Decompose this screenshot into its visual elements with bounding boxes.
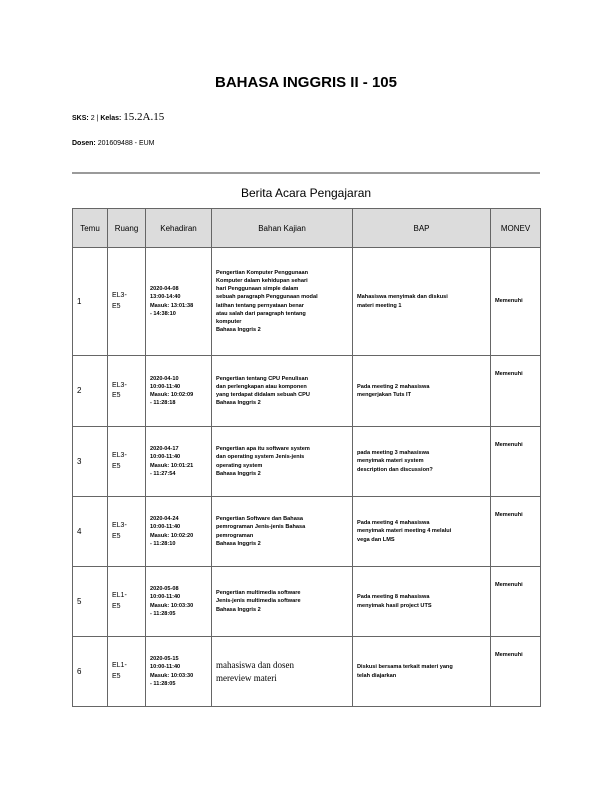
bap-cell: Diskusi bersama terkait materi yang telah diajarkan	[353, 637, 491, 707]
header-bap: BAP	[353, 209, 491, 248]
temu-cell: 6	[73, 637, 108, 707]
dosen-label: Dosen:	[72, 140, 96, 147]
course-title: BAHASA INGGRIS II - 105	[215, 74, 397, 91]
kehadiran-cell: 2020-04-24 10:00-11:40 Masuk: 10:02:20 - 11:28:10	[146, 497, 212, 567]
bap-cell: Pada meeting 8 mahasiswa menyimak hasil project UTS	[353, 567, 491, 637]
temu-cell: 1	[73, 248, 108, 356]
bahan-kajian-cell: Pengertian Software dan Bahasa pemrograman Jenis-jenis Bahasa pemrograman Bahasa Inggris 2	[212, 497, 353, 567]
table-row	[73, 637, 541, 707]
ruang-cell: EL1- E5	[108, 567, 146, 637]
sks-label: SKS:	[72, 115, 89, 122]
header-monev: MONEV	[491, 209, 541, 248]
divider	[72, 172, 540, 174]
header-temu: Temu	[73, 209, 108, 248]
bap-cell: Mahasiswa menyimak dan diskusi materi meeting 1	[353, 248, 491, 356]
kehadiran-cell: 2020-05-15 10:00-11:40 Masuk: 10:03:30 - 11:28:05	[146, 637, 212, 707]
kelas-label: Kelas:	[100, 115, 122, 122]
ruang-cell: EL3- E5	[108, 497, 146, 567]
section-title: Berita Acara Pengajaran	[240, 186, 372, 200]
temu-cell: 4	[73, 497, 108, 567]
bahan-kajian-cell: Pengertian tentang CPU Penulisan dan perlengkapan atau komponen yang terdapat didalam sebuah CPU Bahasa Inggris 2	[212, 356, 353, 427]
monev-cell: Memenuhi	[491, 637, 541, 707]
temu-cell: 2	[73, 356, 108, 427]
ruang-cell: EL3- E5	[108, 248, 146, 356]
bahan-kajian-cell: Pengertian Komputer Penggunaan Komputer dalam kehidupan sehari hari Penggunaan simple dalam sebuah paragraph Penggunaan modal latihan tentang pernyataan benar atau salah dari paragraph tentang komputer Bahasa Inggris 2	[212, 248, 353, 356]
temu-cell: 5	[73, 567, 108, 637]
header-bahan-kajian: Bahan Kajian	[212, 209, 353, 248]
header-kehadiran: Kehadiran	[146, 209, 212, 248]
kelas-value: 15.2A.15	[123, 111, 165, 123]
bap-cell: pada meeting 3 mahasiswa menyimak materi system description dan discussion?	[353, 427, 491, 497]
header-ruang: Ruang	[108, 209, 146, 248]
ruang-cell: EL1- E5	[108, 637, 146, 707]
kehadiran-cell: 2020-04-10 10:00-11:40 Masuk: 10:02:09 - 11:28:18	[146, 356, 212, 427]
bahan-kajian-cell: mahasiswa dan dosen mereview materi	[212, 637, 353, 707]
table-row	[73, 356, 541, 427]
teaching-record-table	[72, 208, 541, 707]
temu-cell: 3	[73, 427, 108, 497]
ruang-cell: EL3- E5	[108, 427, 146, 497]
bap-cell: Pada meeting 2 mahasiswa mengerjakan Tuts IT	[353, 356, 491, 427]
kehadiran-cell: 2020-04-08 13:00-14:40 Masuk: 13:01:38 - 14:38:10	[146, 248, 212, 356]
table-row	[73, 497, 541, 567]
bahan-kajian-cell: Pengertian apa itu software system dan operating system Jenis-jenis operating system Bahasa Inggris 2	[212, 427, 353, 497]
kehadiran-cell: 2020-04-17 10:00-11:40 Masuk: 10:01:21 - 11:27:54	[146, 427, 212, 497]
dosen-value: 201609488 - EUM	[97, 140, 155, 147]
table-header-row	[73, 209, 541, 248]
bap-cell: Pada meeting 4 mahasiswa menyimak materi meeting 4 melalui vega dan LMS	[353, 497, 491, 567]
lecturer-meta	[72, 140, 155, 147]
course-meta: SKS: 2 | Kelas: 15.2A.15	[72, 111, 165, 123]
sks-value: 2	[90, 115, 95, 122]
bahan-kajian-cell: Pengertian multimedia software Jenis-jenis multimedia software Bahasa Inggris 2	[212, 567, 353, 637]
monev-cell: Memenuhi	[491, 497, 541, 567]
table-row	[73, 427, 541, 497]
monev-cell: Memenuhi	[491, 356, 541, 427]
monev-cell: Memenuhi	[491, 567, 541, 637]
monev-cell: Memenuhi	[491, 248, 541, 356]
kehadiran-cell: 2020-05-08 10:00-11:40 Masuk: 10:03:30 - 11:28:05	[146, 567, 212, 637]
monev-cell: Memenuhi	[491, 427, 541, 497]
table-row	[73, 567, 541, 637]
ruang-cell: EL3- E5	[108, 356, 146, 427]
table-row	[73, 248, 541, 356]
